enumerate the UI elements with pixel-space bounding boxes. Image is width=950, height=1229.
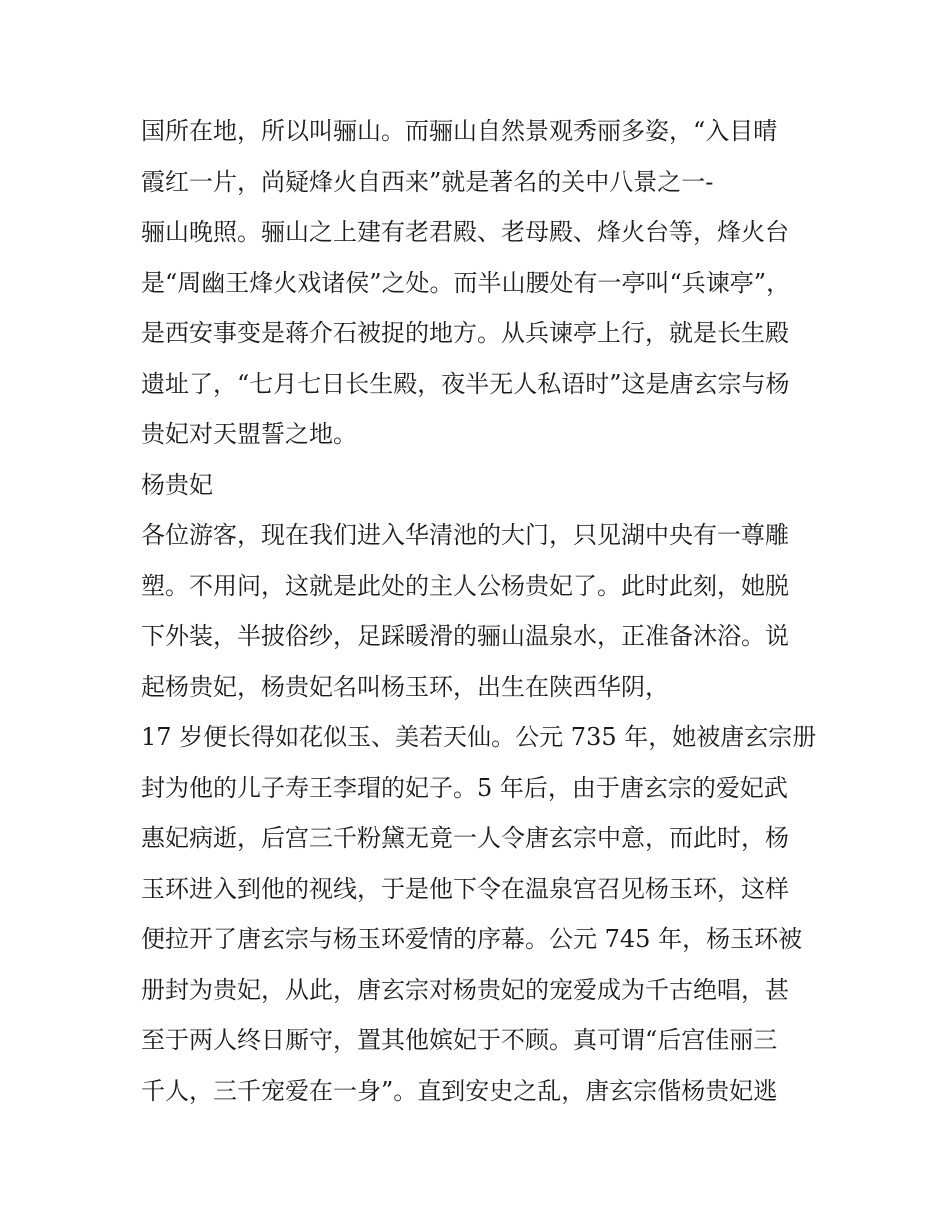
text-line: 千人，三千宠爱在一身”。直到安史之乱，唐玄宗偕杨贵妃逃 bbox=[141, 1077, 778, 1105]
section-heading: 杨贵妃 bbox=[141, 471, 213, 499]
text-line: 下外装，半披俗纱，足踩暖滑的骊山温泉水，正准备沐浴。说 bbox=[141, 622, 789, 650]
text-line: 骊山晚照。骊山之上建有老君殿、老母殿、烽火台等，烽火台 bbox=[141, 218, 789, 246]
text-line: 17 岁便长得如花似玉、美若天仙。公元 735 年，她被唐玄宗册 bbox=[141, 723, 817, 751]
text-line: 册封为贵妃，从此，唐玄宗对杨贵妃的宠爱成为千古绝唱，甚 bbox=[141, 976, 789, 1004]
text-line: 惠妃病逝，后宫三千粉黛无竟一人令唐玄宗中意，而此时，杨 bbox=[141, 824, 789, 852]
text-line: 至于两人终日厮守，置其他嫔妃于不顾。真可谓“后宫佳丽三 bbox=[141, 1026, 778, 1054]
text-line: 各位游客，现在我们进入华清池的大门，只见湖中央有一尊雕 bbox=[141, 521, 789, 549]
text-line: 国所在地，所以叫骊山。而骊山自然景观秀丽多姿，“入目晴 bbox=[141, 117, 778, 145]
text-line: 封为他的儿子寿王李瑁的妃子。5 年后，由于唐玄宗的爱妃武 bbox=[141, 774, 788, 802]
text-line: 是西安事变是蒋介石被捉的地方。从兵谏亭上行，就是长生殿 bbox=[141, 319, 789, 347]
text-line: 塑。不用问，这就是此处的主人公杨贵妃了。此时此刻，她脱 bbox=[141, 572, 789, 600]
text-line: 起杨贵妃，杨贵妃名叫杨玉环，出生在陕西华阴， bbox=[141, 673, 669, 701]
text-line: 贵妃对天盟誓之地。 bbox=[141, 420, 357, 448]
text-line: 玉环进入到他的视线，于是他下令在温泉宫召见杨玉环，这样 bbox=[141, 875, 789, 903]
text-line: 便拉开了唐玄宗与杨玉环爱情的序幕。公元 745 年，杨玉环被 bbox=[141, 925, 803, 953]
text-line: 霞红一片，尚疑烽火自西来”就是著名的关中八景之一- bbox=[141, 168, 714, 196]
text-line: 是“周幽王烽火戏诸侯”之处。而半山腰处有一亭叫“兵谏亭”， bbox=[141, 269, 791, 297]
text-line: 遗址了，“七月七日长生殿，夜半无人私语时”这是唐玄宗与杨 bbox=[141, 370, 790, 398]
